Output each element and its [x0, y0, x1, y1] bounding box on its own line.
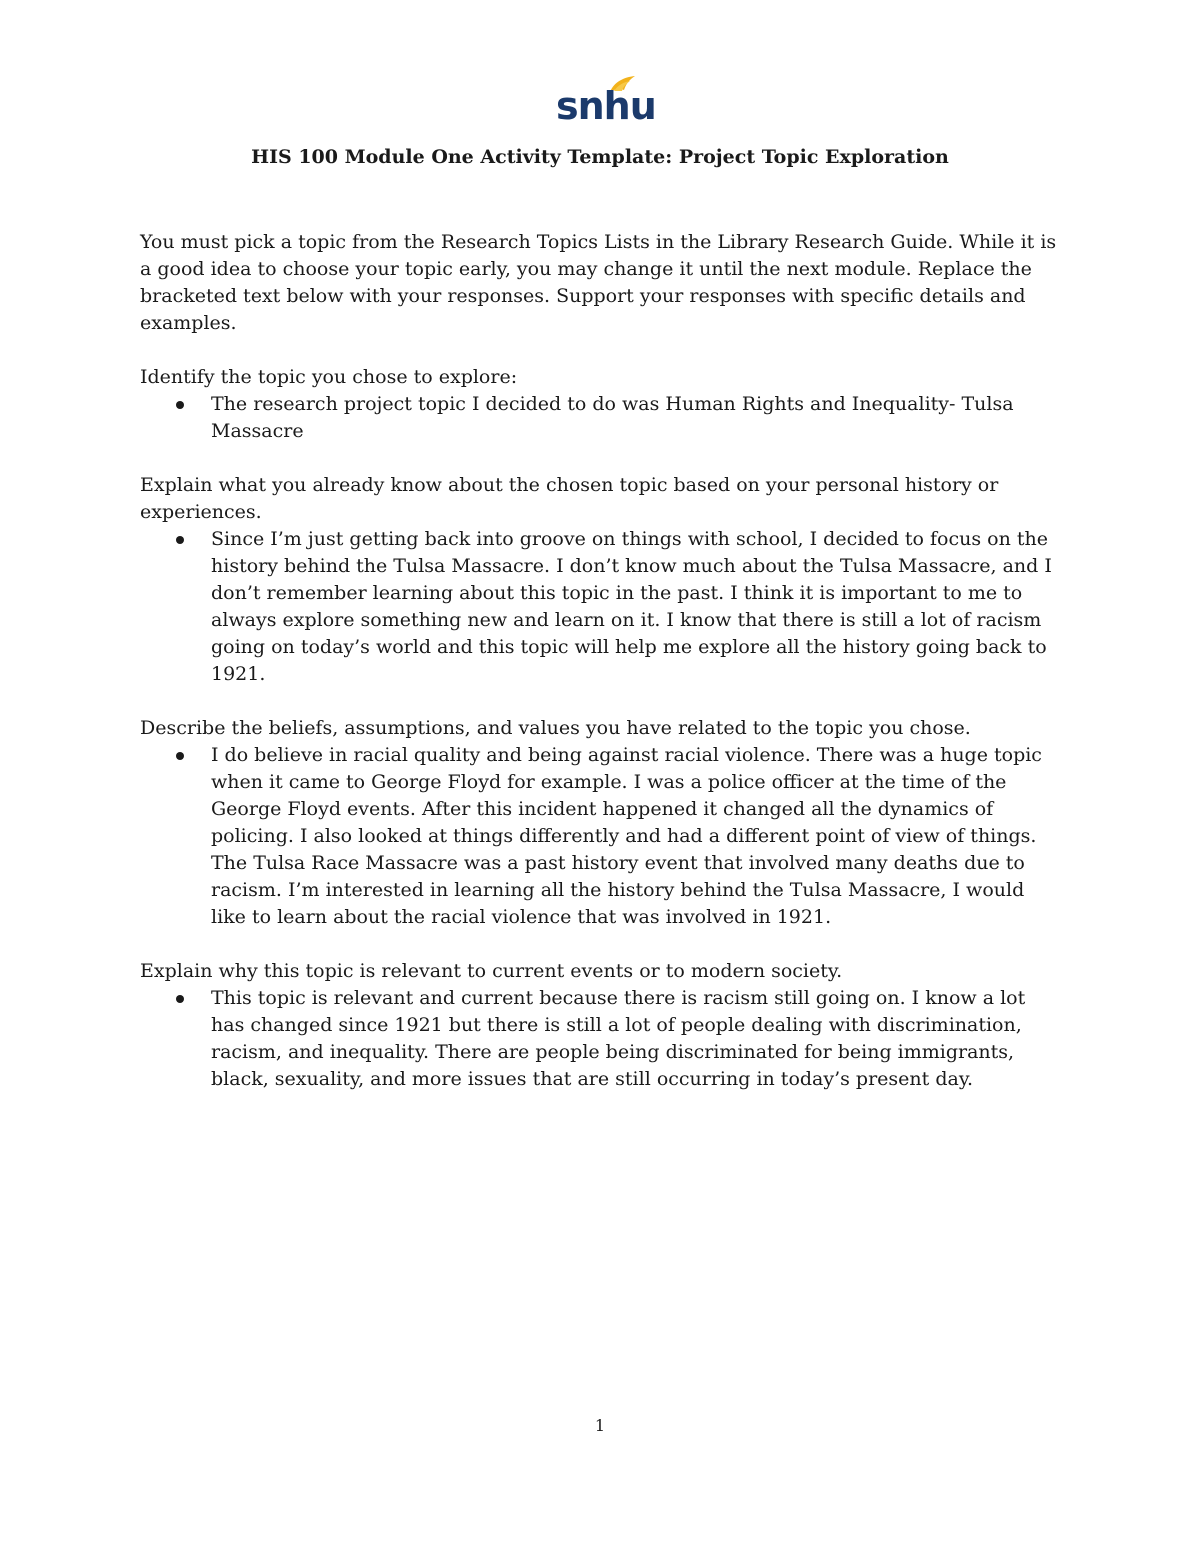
section-prompt: Explain why this topic is relevant to current events or to modern society. — [140, 960, 843, 982]
section-prompt: Explain what you already know about the chosen topic based on your personal history or experiences. — [140, 474, 999, 523]
section-response: Since I’m just getting back into groove on things with school, I decided to focus on the history behind the Tulsa Massacre. I don’t know much about the Tulsa Massacre, and I don’t remember learning about this topic in the past. I think it is important to me to always explore something new and learn on it. I know that there is still a lot of racism going on today’s world and this topic will help me explore all the history going back to 1921. — [211, 528, 1052, 685]
list-item — [140, 742, 1060, 931]
section-response: This topic is relevant and current because there is racism still going on. I know a lot has changed since 1921 but there is still a lot of people dealing with discrimination, racism, and inequality. There are people being discriminated for being immigrants, black, sexuality, and more issues that are still occurring in today’s present day. — [211, 987, 1026, 1090]
list-item — [140, 985, 1060, 1093]
bullet-icon — [176, 536, 184, 544]
section-prior-knowledge — [140, 472, 1060, 688]
bullet-icon — [176, 752, 184, 760]
page-number: 1 — [594, 1416, 606, 1435]
document-title: HIS 100 Module One Activity Template: Project Topic Exploration — [251, 146, 949, 168]
snhu-logo — [556, 74, 656, 134]
section-response: The research project topic I decided to do was Human Rights and Inequality- Tulsa Massacre — [211, 393, 1014, 442]
section-prompt: Identify the topic you chose to explore: — [140, 366, 518, 388]
intro-paragraph: You must pick a topic from the Research Topics Lists in the Library Research Guide. While it is a good idea to choose your topic early, you may change it until the next module. Replace the bracketed text below with your responses. Support your responses with specific details and examples. — [140, 231, 1057, 334]
bullet-icon — [176, 995, 184, 1003]
list-item — [140, 391, 1060, 445]
section-relevance — [140, 958, 1060, 1093]
logo-wordmark: snhu — [556, 84, 656, 128]
bullet-icon — [176, 401, 184, 409]
section-beliefs — [140, 715, 1060, 931]
section-topic — [140, 364, 1060, 445]
document-body — [140, 229, 1060, 1120]
section-response: I do believe in racial quality and being against racial violence. There was a huge topic when it came to George Floyd for example. I was a police officer at the time of the George Floyd events. After this incident happened it changed all the dynamics of policing. I also looked at things differently and had a different point of view of things. The Tulsa Race Massacre was a past history event that involved many deaths due to racism. I’m interested in learning all the history behind the Tulsa Massacre, I would like to learn about the racial violence that was involved in 1921. — [211, 744, 1042, 928]
list-item — [140, 526, 1060, 688]
section-prompt: Describe the beliefs, assumptions, and values you have related to the topic you chose. — [140, 717, 971, 739]
